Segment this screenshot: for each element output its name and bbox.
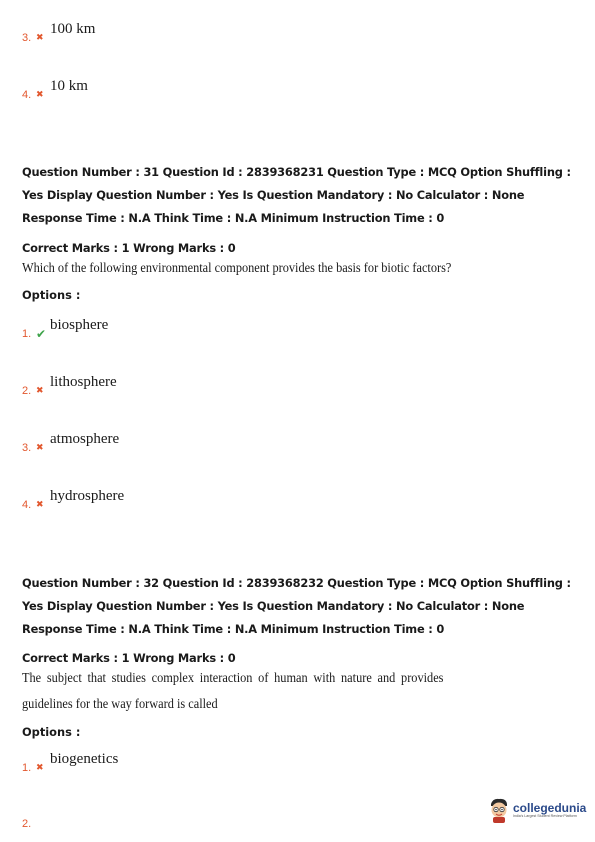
option-number: 3. xyxy=(22,32,32,44)
cross-icon: ✖ xyxy=(36,763,44,773)
option-row xyxy=(22,375,117,397)
check-icon: ✔ xyxy=(36,327,47,341)
option-row xyxy=(22,79,88,101)
cross-icon: ✖ xyxy=(36,33,44,43)
option-text: biogenetics xyxy=(50,751,119,767)
question-meta: Question Number : 31 Question Id : 2839368231 Question Type : MCQ Option Shuffling : Yes Display Question Number : Yes Is Question Mandatory : No Calculator : None Response Time : N.A Think Time : N.A Minimum Instruction Time : 0 xyxy=(22,165,571,225)
option-number: 4. xyxy=(22,89,32,101)
question-text-line-2: guidelines for the way forward is called xyxy=(22,697,218,712)
option-text: 10 km xyxy=(50,78,88,94)
options-label: Options : xyxy=(22,725,81,739)
cross-icon: ✖ xyxy=(36,386,44,396)
cross-icon: ✖ xyxy=(36,90,44,100)
question-meta: Question Number : 32 Question Id : 2839368232 Question Type : MCQ Option Shuffling : Yes Display Question Number : Yes Is Question Mandatory : No Calculator : None Response Time : N.A Think Time : N.A Minimum Instruction Time : 0 xyxy=(22,576,571,636)
mascot-icon xyxy=(488,797,510,823)
question-text-line-1: The subject that studies complex interaction of human with nature and provides xyxy=(22,671,444,686)
option-text: biosphere xyxy=(50,317,109,333)
cross-icon: ✖ xyxy=(36,443,44,453)
option-number: 1. xyxy=(22,328,32,340)
option-number: 4. xyxy=(22,499,32,511)
option-text: atmosphere xyxy=(50,431,120,447)
option-number: 2. xyxy=(22,818,32,830)
option-text: 100 km xyxy=(50,21,96,37)
question-marks: Correct Marks : 1 Wrong Marks : 0 xyxy=(22,241,236,255)
logo-tagline: India's Largest Student Review Platform xyxy=(513,813,577,818)
option-text: lithosphere xyxy=(50,374,117,390)
option-row xyxy=(22,489,124,511)
cross-icon: ✖ xyxy=(36,500,44,510)
option-number: 3. xyxy=(22,442,32,454)
option-number: 1. xyxy=(22,762,32,774)
option-number: 2. xyxy=(22,385,32,397)
options-label: Options : xyxy=(22,288,81,302)
question-marks: Correct Marks : 1 Wrong Marks : 0 xyxy=(22,651,236,665)
option-text: hydrosphere xyxy=(50,488,125,504)
logo-name: collegedunia xyxy=(513,800,587,815)
option-row xyxy=(22,22,95,44)
option-row xyxy=(22,752,118,774)
option-row xyxy=(22,808,36,830)
option-row xyxy=(22,432,119,454)
question-text: Which of the following environmental component provides the basis for biotic factors? xyxy=(22,261,452,276)
option-row xyxy=(22,318,108,340)
collegedunia-logo xyxy=(488,797,586,823)
